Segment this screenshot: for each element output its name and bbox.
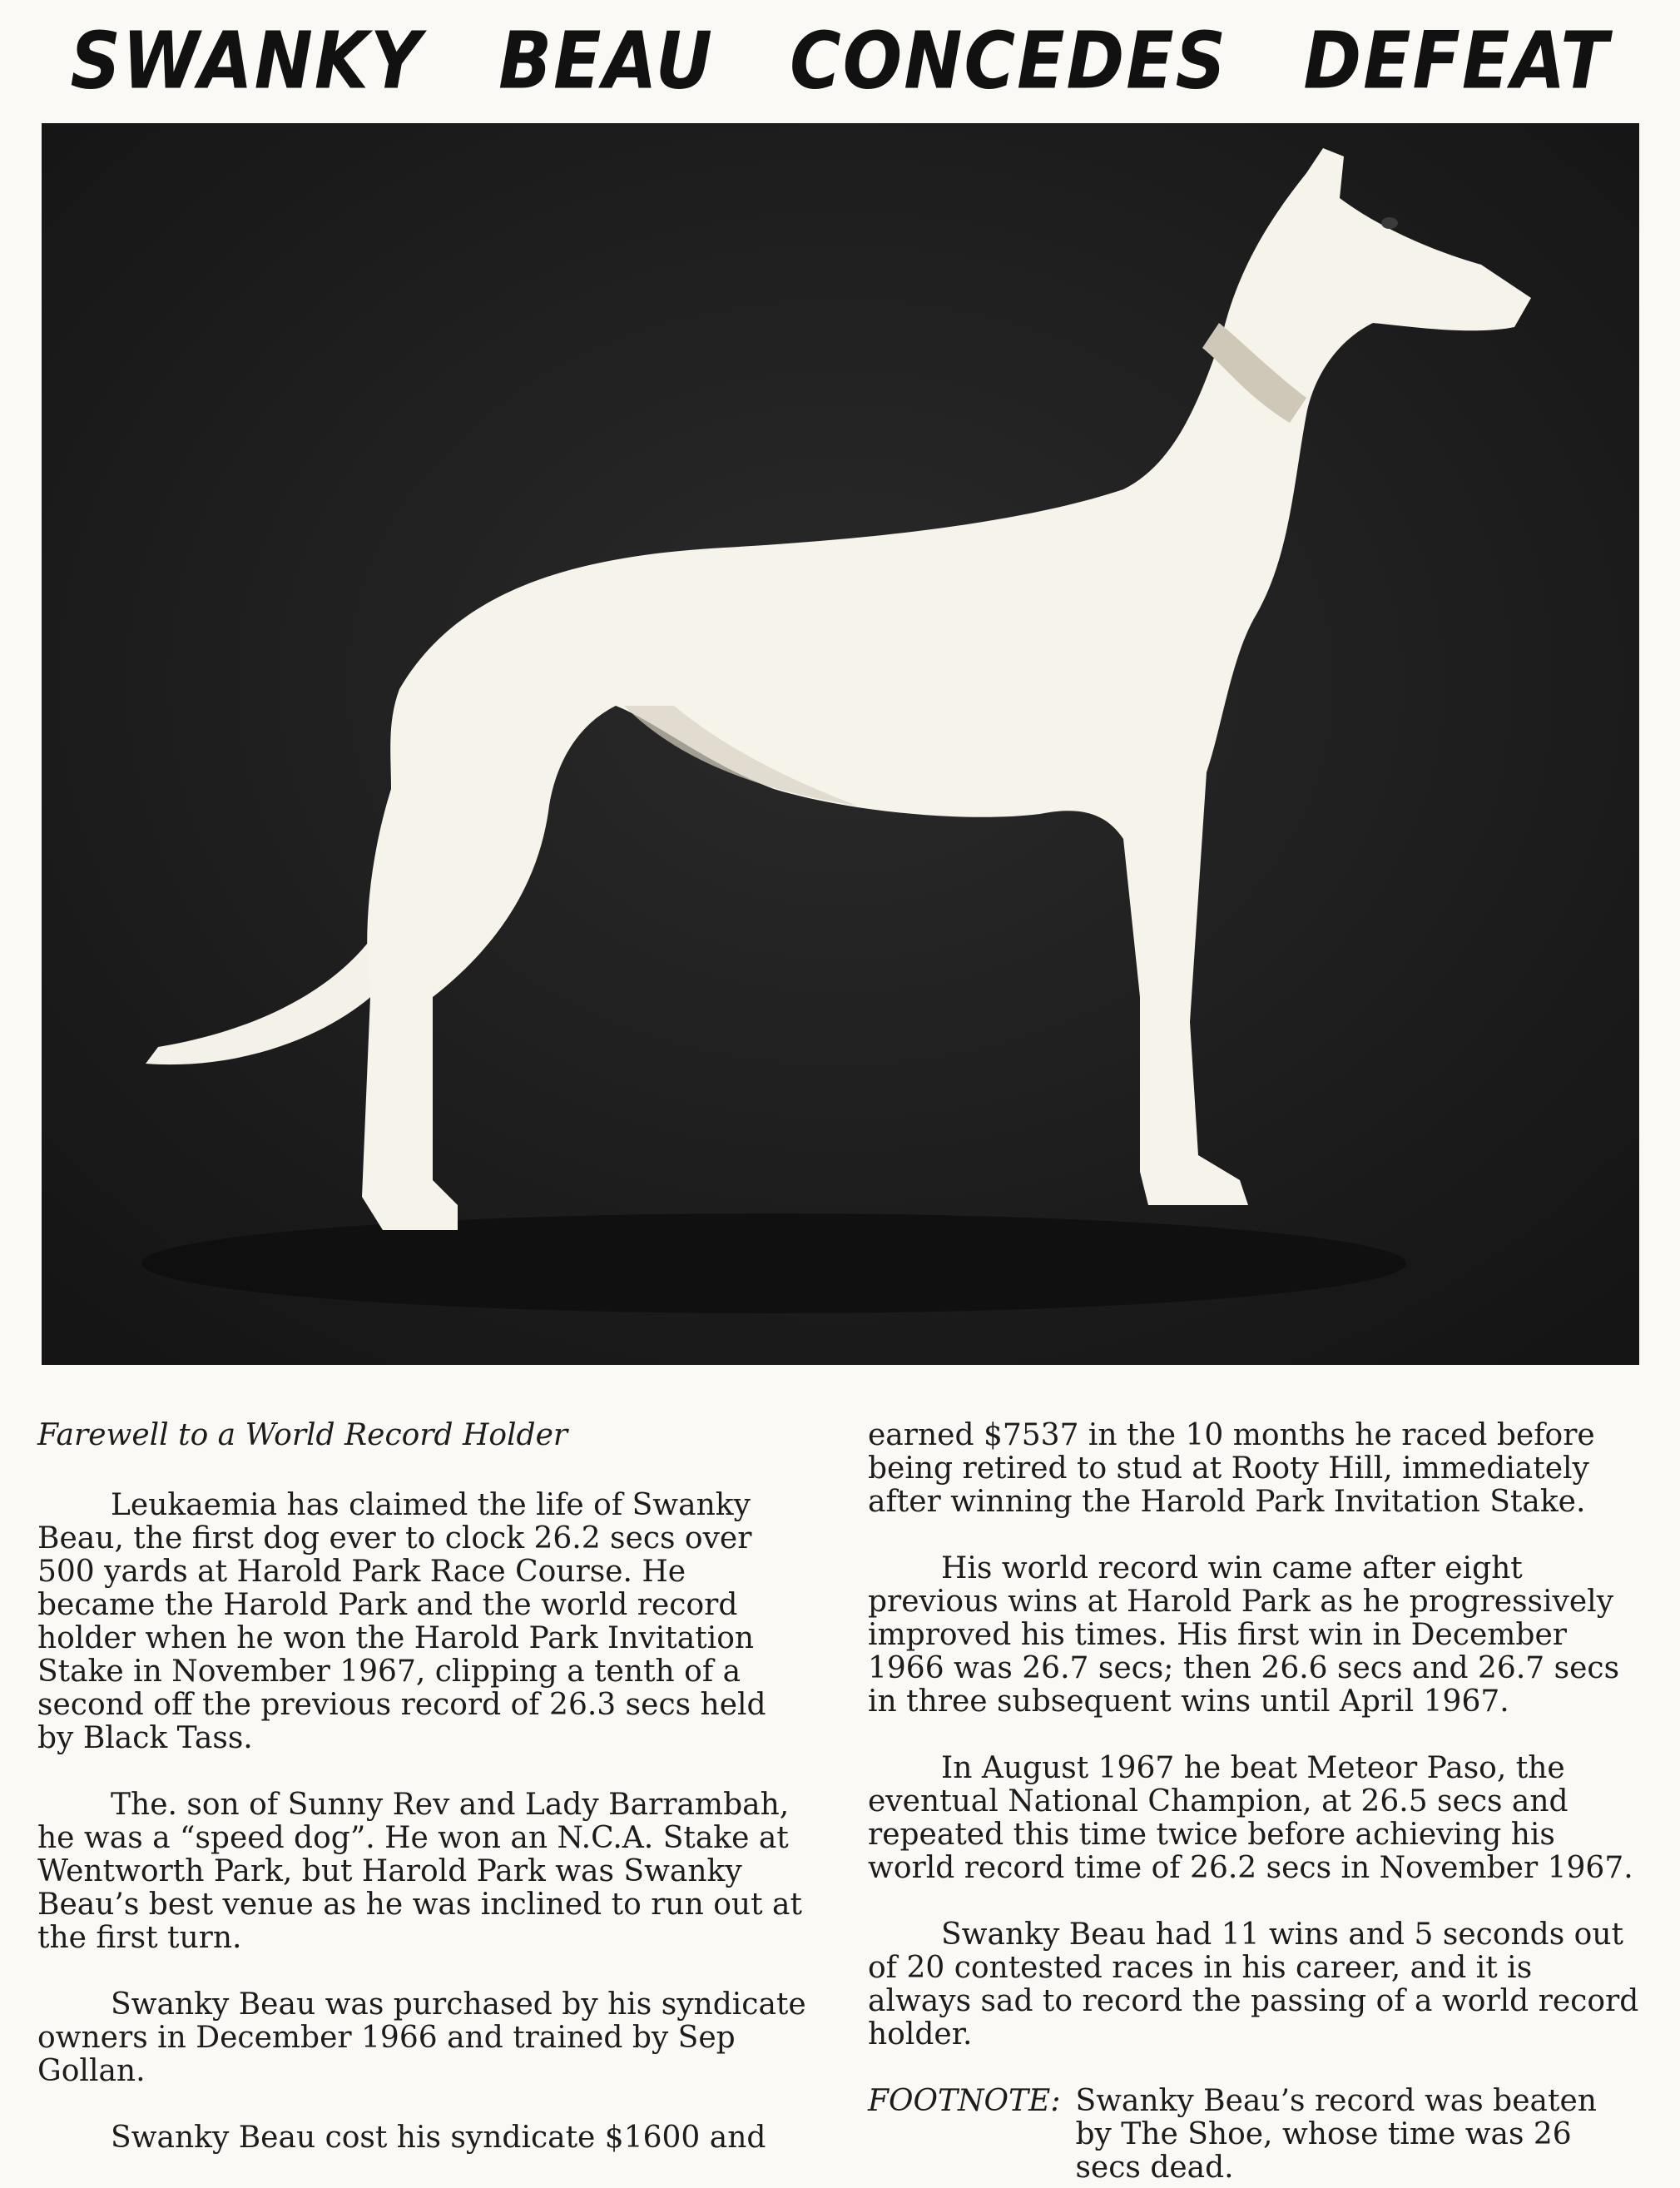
paragraph: His world record win came after eight previous wins at Harold Park as he progressively improved his times. His first win in December 1966 was 26.7 secs; then 26.6 secs and 26.7 secs in three subsequent wins until April 1967.	[868, 1551, 1620, 1719]
paragraph: In August 1967 he beat Meteor Paso, the eventual National Champion, at 26.5 secs and repeated this time twice before achieving his world record time of 26.2 secs in November 1967.	[868, 1751, 1633, 1885]
article-subheading: Farewell to a World Record Holder	[37, 1418, 568, 1452]
paragraph: Swanky Beau cost his syndicate $1600 and	[111, 2121, 766, 2155]
paragraph: The. son of Sunny Rev and Lady Barrambah, he was a “speed dog”. He won an N.C.A. Stake at Wentworth Park, but Harold Park was Swanky Beau’s best venue as he was inclined to run out at the first turn.	[37, 1788, 802, 1955]
paragraph: Swanky Beau had 11 wins and 5 seconds out of 20 contested races in his career, and it is always sad to record the passing of a world record holder.	[868, 1918, 1639, 2052]
right-column	[868, 1419, 1642, 2185]
paragraph: Swanky Beau was purchased by his syndicate owners in December 1966 and trained by Sep Gollan.	[37, 1987, 806, 2088]
footnote	[868, 2085, 1642, 2185]
paragraph-continuation: earned $7537 in the 10 months he raced before being retired to stud at Rooty Hill, immediately after winning the Harold Park Invitation Stake.	[868, 1418, 1595, 1519]
greyhound-photo-icon	[42, 123, 1639, 1365]
footnote-text: Swanky Beau’s record was beaten by The Shoe, whose time was 26 secs dead.	[1075, 2084, 1597, 2185]
greyhound-photo	[42, 123, 1639, 1365]
left-column	[37, 1419, 811, 2188]
headline: SWANKY BEAU CONCEDES DEFEAT	[70, 15, 1610, 107]
paragraph: Leukaemia has claimed the life of Swanky Beau, the first dog ever to clock 26.2 secs over 500 yards at Harold Park Race Course. He became the Harold Park and the world record holder when he won the Harold Park Invitation Stake in November 1967, clipping a tenth of a second off the previous record of 26.3 secs held by Black Tass.	[37, 1488, 766, 1755]
footnote-label: FOOTNOTE:	[868, 2084, 1061, 2118]
